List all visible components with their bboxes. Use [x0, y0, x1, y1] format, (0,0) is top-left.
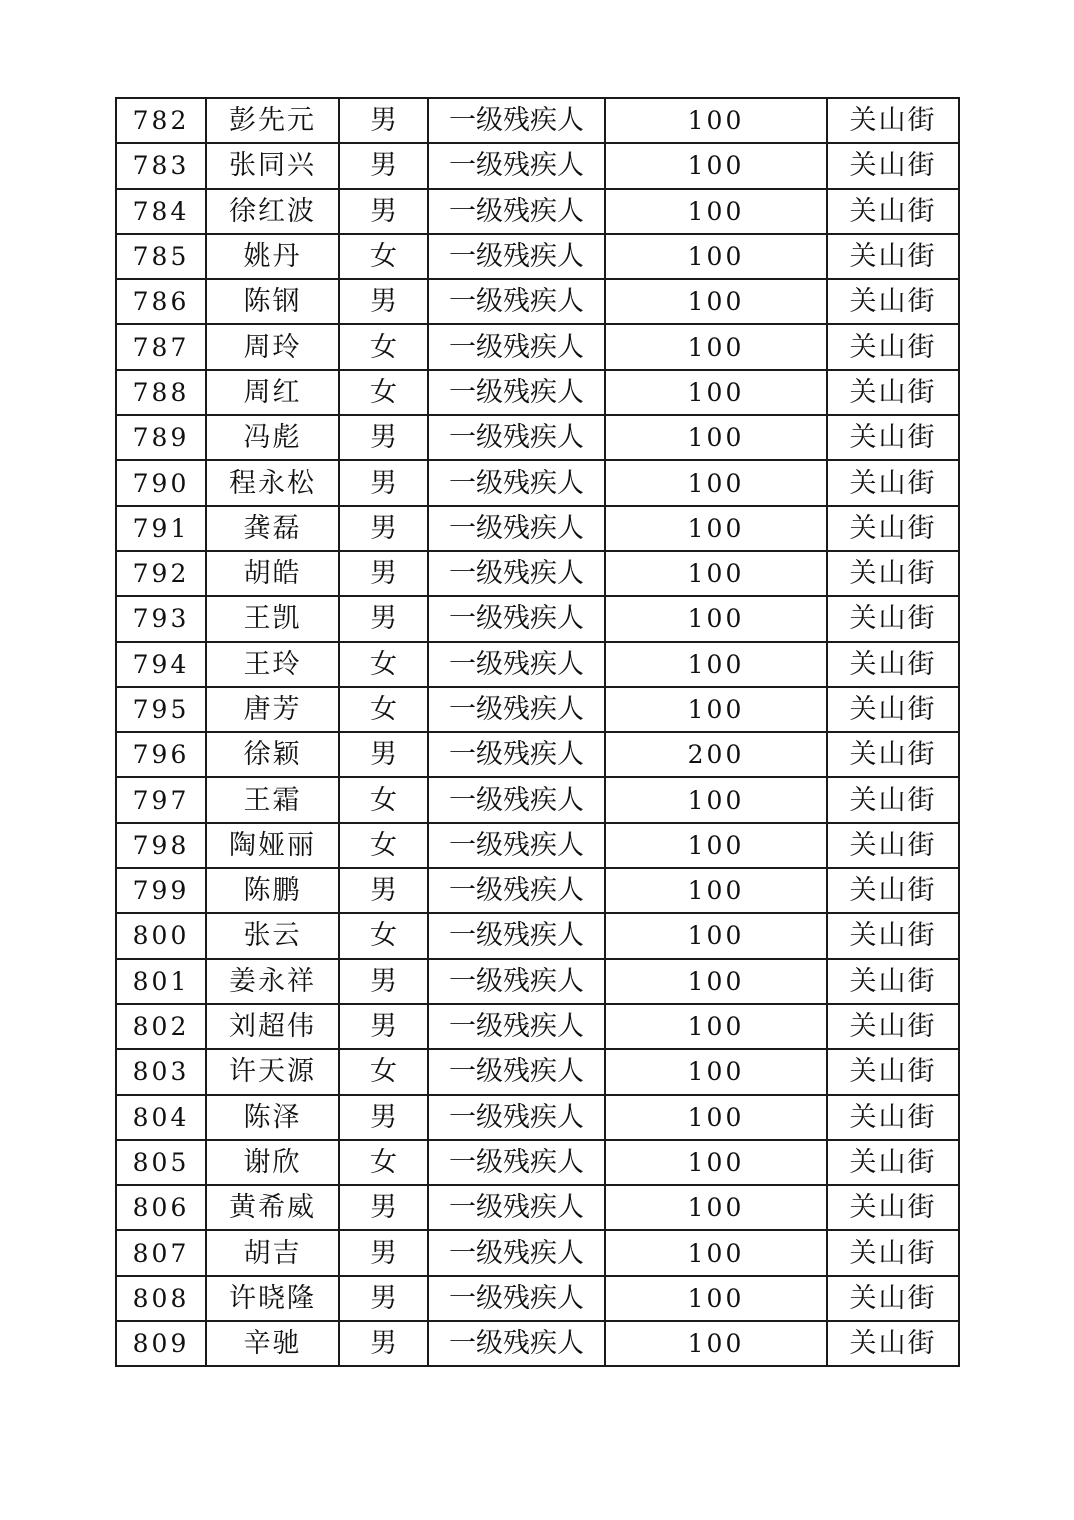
- cell-category: 一级残疾人: [428, 506, 605, 551]
- cell-street: 关山街: [827, 777, 959, 822]
- cell-amount: 100: [605, 1004, 827, 1049]
- cell-number: 791: [116, 506, 206, 551]
- cell-number: 795: [116, 687, 206, 732]
- cell-name: 龚磊: [206, 506, 339, 551]
- table-row: [116, 370, 959, 415]
- cell-category: 一级残疾人: [428, 732, 605, 777]
- cell-amount: 100: [605, 1276, 827, 1321]
- cell-category: 一级残疾人: [428, 1230, 605, 1275]
- cell-street: 关山街: [827, 913, 959, 958]
- cell-name: 徐红波: [206, 189, 339, 234]
- cell-number: 783: [116, 143, 206, 188]
- cell-name: 王玲: [206, 642, 339, 687]
- cell-amount: 100: [605, 1095, 827, 1140]
- table-row: [116, 1004, 959, 1049]
- cell-category: 一级残疾人: [428, 370, 605, 415]
- cell-name: 黄希威: [206, 1185, 339, 1230]
- cell-street: 关山街: [827, 506, 959, 551]
- cell-name: 胡吉: [206, 1230, 339, 1275]
- cell-street: 关山街: [827, 415, 959, 460]
- cell-category: 一级残疾人: [428, 642, 605, 687]
- cell-amount: 100: [605, 189, 827, 234]
- cell-number: 789: [116, 415, 206, 460]
- cell-street: 关山街: [827, 1049, 959, 1094]
- cell-gender: 女: [339, 370, 428, 415]
- cell-street: 关山街: [827, 551, 959, 596]
- cell-street: 关山街: [827, 596, 959, 641]
- cell-amount: 100: [605, 823, 827, 868]
- cell-category: 一级残疾人: [428, 1276, 605, 1321]
- cell-street: 关山街: [827, 370, 959, 415]
- table-row: [116, 687, 959, 732]
- cell-gender: 男: [339, 460, 428, 505]
- cell-street: 关山街: [827, 732, 959, 777]
- cell-number: 800: [116, 913, 206, 958]
- document-page: [115, 97, 958, 1367]
- cell-amount: 100: [605, 1321, 827, 1366]
- cell-category: 一级残疾人: [428, 687, 605, 732]
- cell-gender: 女: [339, 823, 428, 868]
- cell-name: 周红: [206, 370, 339, 415]
- cell-street: 关山街: [827, 189, 959, 234]
- cell-name: 许晓隆: [206, 1276, 339, 1321]
- cell-amount: 200: [605, 732, 827, 777]
- cell-street: 关山街: [827, 687, 959, 732]
- cell-gender: 男: [339, 98, 428, 143]
- cell-number: 787: [116, 324, 206, 369]
- cell-name: 程永松: [206, 460, 339, 505]
- cell-category: 一级残疾人: [428, 1095, 605, 1140]
- cell-amount: 100: [605, 868, 827, 913]
- cell-street: 关山街: [827, 279, 959, 324]
- table-row: [116, 460, 959, 505]
- table-row: [116, 1321, 959, 1366]
- table-row: [116, 98, 959, 143]
- table-row: [116, 189, 959, 234]
- cell-number: 796: [116, 732, 206, 777]
- cell-gender: 男: [339, 1185, 428, 1230]
- cell-amount: 100: [605, 415, 827, 460]
- cell-street: 关山街: [827, 324, 959, 369]
- cell-name: 许天源: [206, 1049, 339, 1094]
- cell-gender: 男: [339, 506, 428, 551]
- table-row: [116, 279, 959, 324]
- cell-gender: 男: [339, 415, 428, 460]
- cell-number: 794: [116, 642, 206, 687]
- cell-name: 冯彪: [206, 415, 339, 460]
- cell-number: 805: [116, 1140, 206, 1185]
- cell-number: 792: [116, 551, 206, 596]
- table-row: [116, 143, 959, 188]
- cell-category: 一级残疾人: [428, 189, 605, 234]
- cell-amount: 100: [605, 324, 827, 369]
- cell-name: 陈泽: [206, 1095, 339, 1140]
- cell-number: 806: [116, 1185, 206, 1230]
- cell-amount: 100: [605, 279, 827, 324]
- cell-street: 关山街: [827, 1230, 959, 1275]
- cell-gender: 男: [339, 143, 428, 188]
- cell-name: 周玲: [206, 324, 339, 369]
- cell-number: 790: [116, 460, 206, 505]
- cell-gender: 女: [339, 777, 428, 822]
- cell-amount: 100: [605, 596, 827, 641]
- cell-name: 彭先元: [206, 98, 339, 143]
- cell-number: 786: [116, 279, 206, 324]
- cell-street: 关山街: [827, 1276, 959, 1321]
- cell-gender: 女: [339, 1140, 428, 1185]
- cell-name: 张同兴: [206, 143, 339, 188]
- table-row: [116, 823, 959, 868]
- table-row: [116, 732, 959, 777]
- cell-category: 一级残疾人: [428, 234, 605, 279]
- cell-number: 797: [116, 777, 206, 822]
- cell-number: 788: [116, 370, 206, 415]
- cell-street: 关山街: [827, 868, 959, 913]
- cell-amount: 100: [605, 506, 827, 551]
- cell-category: 一级残疾人: [428, 1321, 605, 1366]
- cell-street: 关山街: [827, 460, 959, 505]
- cell-name: 王霜: [206, 777, 339, 822]
- cell-number: 784: [116, 189, 206, 234]
- cell-gender: 男: [339, 551, 428, 596]
- cell-gender: 男: [339, 868, 428, 913]
- cell-amount: 100: [605, 1140, 827, 1185]
- cell-street: 关山街: [827, 1321, 959, 1366]
- cell-street: 关山街: [827, 234, 959, 279]
- table-row: [116, 551, 959, 596]
- cell-gender: 女: [339, 234, 428, 279]
- cell-number: 785: [116, 234, 206, 279]
- cell-gender: 男: [339, 1095, 428, 1140]
- table-row: [116, 234, 959, 279]
- cell-gender: 女: [339, 687, 428, 732]
- table-row: [116, 1095, 959, 1140]
- cell-street: 关山街: [827, 1004, 959, 1049]
- cell-number: 793: [116, 596, 206, 641]
- cell-amount: 100: [605, 959, 827, 1004]
- cell-category: 一级残疾人: [428, 551, 605, 596]
- cell-amount: 100: [605, 913, 827, 958]
- cell-category: 一级残疾人: [428, 777, 605, 822]
- cell-street: 关山街: [827, 823, 959, 868]
- cell-number: 808: [116, 1276, 206, 1321]
- cell-amount: 100: [605, 143, 827, 188]
- cell-number: 799: [116, 868, 206, 913]
- cell-category: 一级残疾人: [428, 868, 605, 913]
- cell-category: 一级残疾人: [428, 1049, 605, 1094]
- cell-street: 关山街: [827, 143, 959, 188]
- cell-number: 802: [116, 1004, 206, 1049]
- table-row: [116, 506, 959, 551]
- cell-category: 一级残疾人: [428, 279, 605, 324]
- table-row: [116, 1140, 959, 1185]
- cell-amount: 100: [605, 551, 827, 596]
- cell-category: 一级残疾人: [428, 460, 605, 505]
- cell-category: 一级残疾人: [428, 913, 605, 958]
- cell-street: 关山街: [827, 642, 959, 687]
- cell-name: 谢欣: [206, 1140, 339, 1185]
- table-row: [116, 642, 959, 687]
- cell-amount: 100: [605, 1230, 827, 1275]
- table-row: [116, 777, 959, 822]
- cell-category: 一级残疾人: [428, 1185, 605, 1230]
- cell-amount: 100: [605, 1185, 827, 1230]
- cell-category: 一级残疾人: [428, 959, 605, 1004]
- cell-name: 陶娅丽: [206, 823, 339, 868]
- cell-category: 一级残疾人: [428, 415, 605, 460]
- cell-category: 一级残疾人: [428, 324, 605, 369]
- cell-amount: 100: [605, 98, 827, 143]
- cell-gender: 男: [339, 1230, 428, 1275]
- cell-gender: 女: [339, 1049, 428, 1094]
- cell-number: 809: [116, 1321, 206, 1366]
- cell-amount: 100: [605, 234, 827, 279]
- cell-gender: 女: [339, 913, 428, 958]
- cell-name: 王凯: [206, 596, 339, 641]
- cell-number: 798: [116, 823, 206, 868]
- cell-name: 姚丹: [206, 234, 339, 279]
- table-row: [116, 913, 959, 958]
- cell-gender: 男: [339, 279, 428, 324]
- recipient-table: [115, 97, 960, 1367]
- cell-street: 关山街: [827, 1140, 959, 1185]
- table-row: [116, 1230, 959, 1275]
- table-row: [116, 1185, 959, 1230]
- cell-number: 803: [116, 1049, 206, 1094]
- cell-number: 801: [116, 959, 206, 1004]
- table-row: [116, 596, 959, 641]
- cell-name: 刘超伟: [206, 1004, 339, 1049]
- cell-gender: 女: [339, 642, 428, 687]
- table-row: [116, 1049, 959, 1094]
- cell-name: 徐颖: [206, 732, 339, 777]
- cell-gender: 男: [339, 959, 428, 1004]
- cell-gender: 男: [339, 732, 428, 777]
- cell-amount: 100: [605, 687, 827, 732]
- cell-category: 一级残疾人: [428, 596, 605, 641]
- cell-number: 804: [116, 1095, 206, 1140]
- cell-name: 张云: [206, 913, 339, 958]
- cell-category: 一级残疾人: [428, 1004, 605, 1049]
- cell-name: 胡皓: [206, 551, 339, 596]
- cell-name: 辛驰: [206, 1321, 339, 1366]
- cell-amount: 100: [605, 642, 827, 687]
- cell-amount: 100: [605, 777, 827, 822]
- cell-gender: 女: [339, 324, 428, 369]
- cell-number: 807: [116, 1230, 206, 1275]
- cell-category: 一级残疾人: [428, 1140, 605, 1185]
- cell-name: 陈钢: [206, 279, 339, 324]
- cell-gender: 男: [339, 1321, 428, 1366]
- cell-name: 姜永祥: [206, 959, 339, 1004]
- cell-name: 陈鹏: [206, 868, 339, 913]
- cell-gender: 男: [339, 189, 428, 234]
- cell-category: 一级残疾人: [428, 98, 605, 143]
- cell-amount: 100: [605, 370, 827, 415]
- cell-category: 一级残疾人: [428, 143, 605, 188]
- cell-street: 关山街: [827, 1095, 959, 1140]
- table-row: [116, 868, 959, 913]
- cell-street: 关山街: [827, 959, 959, 1004]
- cell-street: 关山街: [827, 98, 959, 143]
- table-row: [116, 1276, 959, 1321]
- table-row: [116, 324, 959, 369]
- cell-amount: 100: [605, 1049, 827, 1094]
- cell-gender: 男: [339, 1276, 428, 1321]
- cell-number: 782: [116, 98, 206, 143]
- cell-name: 唐芳: [206, 687, 339, 732]
- cell-gender: 男: [339, 1004, 428, 1049]
- cell-amount: 100: [605, 460, 827, 505]
- cell-street: 关山街: [827, 1185, 959, 1230]
- cell-category: 一级残疾人: [428, 823, 605, 868]
- table-row: [116, 959, 959, 1004]
- table-body: [116, 98, 959, 1366]
- cell-gender: 男: [339, 596, 428, 641]
- table-row: [116, 415, 959, 460]
